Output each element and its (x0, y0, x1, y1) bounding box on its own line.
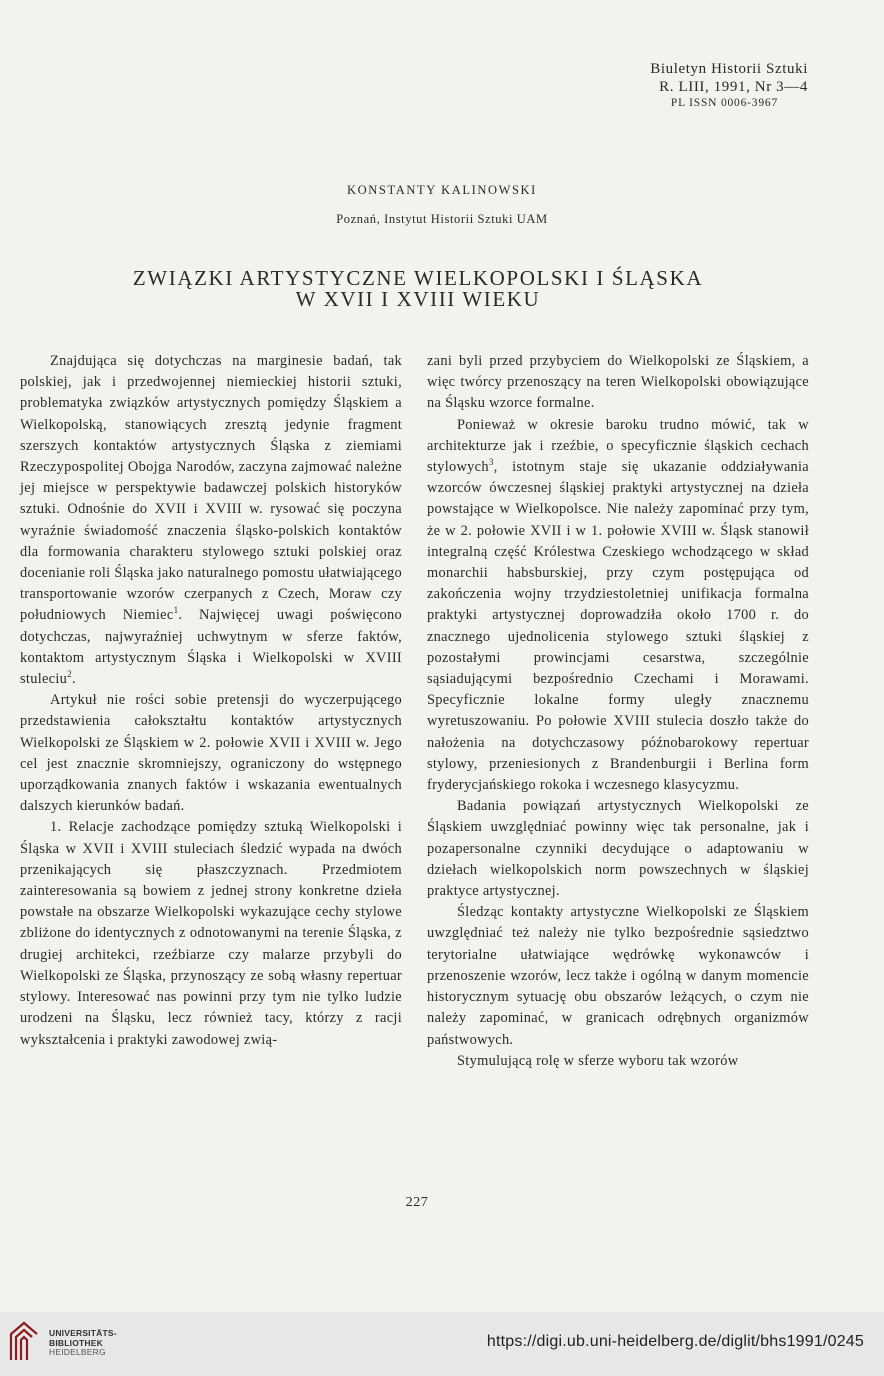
footnote-ref[interactable]: 3 (488, 457, 494, 468)
title-line-1: ZWIĄZKI ARTYSTYCZNE WIELKOPOLSKI I ŚLĄSKA (132, 266, 704, 290)
footnote-ref[interactable]: 2 (67, 669, 72, 680)
footer-bar (0, 1312, 884, 1376)
permalink-url[interactable]: https://digi.ub.uni-heidelberg.de/diglit/bhs1991/0245 (486, 1333, 864, 1350)
journal-info (650, 60, 808, 110)
left-column (20, 351, 402, 1051)
author-name: KONSTANTY KALINOWSKI (347, 183, 537, 197)
paragraph: Znajdująca się dotychczas na marginesie badań, tak polskiej, jak i przedwojennej niemieckiej historii sztuki, problematyka związków artystycznych pomiędzy Śląskiem a Wielkopolską, stanowiących zresztą jedynie fragment szerszych kontaktów artystycznych Śląska z ziemiami Rzeczypospolitej Obojga Narodów, zaczyna zajmować należne jej miejsce w perspektywie badawczej polskich historyków sztuki. Odnośnie do XVII i XVIII w. rysować się poczyna wyraźnie świadomość znaczenia śląsko-polskich kontaktów dla formowania charakteru stylowego sztuki polskiej oraz docenianie roli Śląska jako naturalnego pomostu ułatwiającego transportowanie wzorów czerpanych z Czech, Moraw czy południowych Niemiec$^1$. Najwięcej uwagi poświęcono dotychczas, najwyraźniej uchwytnym w sferze faktów, kontaktom artystycznym Śląska i Wielkopolski w XVIII stuleciu$^2$. (20, 353, 403, 688)
university-library-logo-icon[interactable] (8, 1320, 40, 1362)
library-name: UNIVERSITÄTS- BIBLIOTHEK HEIDELBERG (49, 1328, 117, 1357)
journal-name: Biuletyn Historii Sztuki (650, 61, 808, 77)
footnote-ref[interactable]: 1 (173, 605, 179, 616)
paragraph: 1. Relacje zachodzące pomiędzy sztuką Wielkopolski i Śląska w XVII i XVIII stuleciach śledzić wypada na dwóch przenikających się płaszczyznach. Przedmiotem zainteresowania są bowiem z jednej strony konkretne dzieła powstałe na obszarze Wielkopolski wykazujące cechy stylowe zbliżone do identycznych z odnotowanymi na terenie Śląska, z drugiej architekci, rzeźbiarze czy malarze przybyli do Wielkopolski ze Śląska, przynoszący ze sobą własny repertuar stylowy. Interesować nas powinni przy tym nie tylko ludzie urodzeni na Śląsku, lecz również tacy, którzy z racji wykształcenia i praktyki zawodowej zwią- (20, 819, 402, 1048)
paragraph: Stymulującą rolę w sferze wyboru tak wzorów (457, 1052, 739, 1069)
paragraph: Artykuł nie rości sobie pretensji do wyczerpującego przedstawienia całokształtu kontaktów artystycznych Wielkopolski ze Śląskiem w 2. połowie XVII i XVIII w. Jego cel jest znacznie skromniejszy, ograniczony do wstępnego uporządkowania znanych faktów i wskazania ewentualnych dalszych kierunków badań. (20, 692, 402, 815)
title-line-2: W XVII I XVIII WIEKU (295, 287, 541, 311)
paragraph: Ponieważ w okresie baroku trudno mówić, tak w architekturze jak i rzeźbie, o specyficznie śląskich cechach stylowych$^3$, istotnym staje się ukazanie oddziaływania wzorców ówczesnej śląskiej praktyki artystycznej na dzieła powstające w Wielkopolsce. Nie należy zapominać przy tym, że w 2. połowie XVII i w 1. połowie XVIII w. Śląsk stanowił integralną część Królestwa Czeskiego wchodzącego w skład monarchii habsburskiej, przy czym postępująca od zakończenia wojny trzydziestoletniej unifikacja formalna praktyki artystycznej doprowadziła około 1700 r. do znacznego ujednolicenia stylowego sztuki śląskiej z pozostałymi prowincjami cesarstwa, szczególnie sąsiadującymi bezpośrednio Czechami i Morawami. Specyficznie lokalne formy uległy znacznemu wyretuszowaniu. Po połowie XVIII stulecia doszło także do nałożenia na dotychczasowy późnobarokowy repertuar stylowy, przeniesionych z Brandenburgii i Berlina form fryderycjańskiego rokoka i wczesnego klasycyzmu. (427, 416, 809, 794)
paragraph: Badania powiązań artystycznych Wielkopolski ze Śląskiem uwzględniać powinny więc tak personalne, jak i pozapersonalne czynniki decydujące o adaptowaniu w dziełach wielkopolskich norm powszechnych w śląskiej praktyce artystycznej. (427, 798, 809, 900)
right-column (427, 351, 809, 1072)
journal-volume: R. LIII, 1991, Nr 3—4 (659, 79, 808, 95)
journal-issn: PL ISSN 0006-3967 (670, 97, 778, 109)
author-affiliation: Poznań, Instytut Historii Sztuki UAM (336, 212, 548, 226)
paragraph: Śledząc kontakty artystyczne Wielkopolski ze Śląskiem uwzględniać też należy nie tylko bezpośrednie sąsiedztwo terytorialne ułatwiające wędrówkę wykonawców i przenoszenie wzorów, lecz także i ogólną w danym momencie historycznym sytuację obu obszarów leżących, o czym nie należy zapominać, w granicach odrębnych organizmów państwowych. (427, 904, 809, 1048)
article-title (0, 268, 836, 310)
page-number: 227 (405, 1195, 429, 1210)
paragraph: zani byli przed przybyciem do Wielkopolski ze Śląskiem, a więc twórcy przenoszący na teren Wielkopolski obowiązujące na Śląsku wzorce formalne. (427, 353, 809, 412)
